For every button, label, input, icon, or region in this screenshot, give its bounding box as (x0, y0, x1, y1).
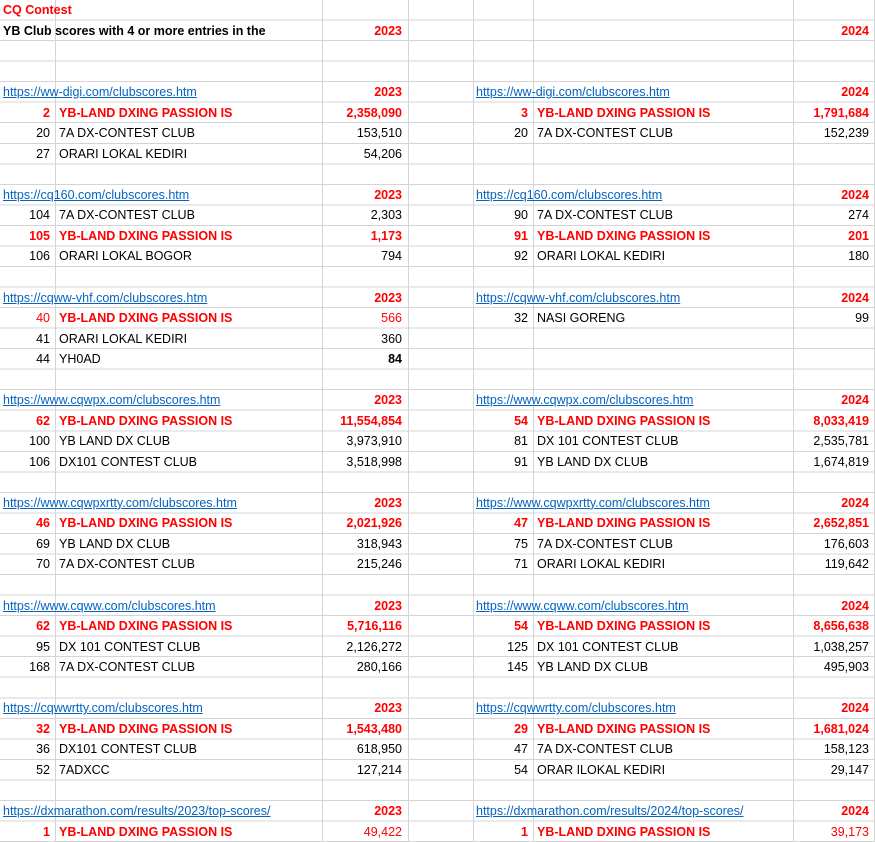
club-cell: DX 101 CONTEST CLUB (537, 639, 679, 654)
clubscores-link[interactable]: https://cqww-vhf.com/clubscores.htm (3, 290, 208, 305)
score-row (0, 513, 875, 534)
club-cell: YB-LAND DXING PASSION IS (59, 721, 233, 736)
score-cell: 5,716,116 (347, 619, 402, 634)
score-cell: 54,206 (363, 146, 402, 161)
score-row (0, 226, 875, 247)
score-cell: 1,674,819 (813, 454, 869, 469)
title-row (0, 0, 875, 21)
clubscores-link[interactable]: https://cq160.com/clubscores.htm (3, 187, 190, 202)
empty-cell (473, 21, 533, 42)
score-cell: 3,518,998 (346, 454, 402, 469)
score-row (0, 411, 875, 432)
url-row (0, 801, 875, 822)
score-row (0, 431, 875, 452)
score-row (0, 554, 875, 575)
score-row (0, 760, 875, 781)
score-row (0, 822, 875, 842)
score-cell: 180 (848, 249, 869, 264)
empty-cell (408, 698, 473, 719)
club-cell: YB LAND DX CLUB (59, 434, 171, 449)
year-cell: 2024 (841, 804, 869, 818)
empty-cell (408, 82, 473, 103)
score-row (0, 637, 875, 658)
year-cell: 2024 (841, 290, 869, 305)
club-cell: 7A DX-CONTEST CLUB (59, 208, 195, 223)
empty-cell (473, 329, 533, 350)
rank-cell: 69 (36, 536, 50, 551)
empty-cell (533, 349, 793, 370)
score-cell: 119,642 (824, 557, 869, 572)
club-cell: YB-LAND DXING PASSION IS (537, 721, 711, 736)
empty-cell (408, 431, 473, 452)
section-cqwpxrtty (0, 493, 875, 575)
score-cell: 215,246 (356, 557, 402, 572)
section-cqwpx (0, 390, 875, 472)
rank-cell: 52 (36, 762, 50, 777)
club-cell: 7A DX-CONTEST CLUB (537, 536, 673, 551)
score-cell: 495,903 (823, 660, 869, 675)
empty-cell (408, 657, 473, 678)
section-cqwwrtty (0, 698, 875, 780)
score-row (0, 452, 875, 473)
club-cell: DX 101 CONTEST CLUB (537, 434, 679, 449)
empty-cell (408, 349, 473, 370)
score-cell: 566 (381, 311, 402, 326)
empty-cell (473, 349, 533, 370)
club-cell: YB-LAND DXING PASSION IS (59, 824, 233, 839)
year-cell: 2024 (841, 393, 869, 408)
top-scores-link[interactable]: https://dxmarathon.com/results/2024/top-scores/ (476, 804, 744, 818)
year-cell: 2023 (374, 85, 402, 100)
club-cell: YB-LAND DXING PASSION IS (59, 228, 233, 243)
section-cqww (0, 596, 875, 678)
empty-cell (408, 554, 473, 575)
club-cell: DX101 CONTEST CLUB (59, 742, 198, 757)
score-row (0, 308, 875, 329)
section-dxmarathon (0, 801, 875, 842)
score-cell: 29,147 (830, 762, 869, 777)
rank-cell: 90 (514, 208, 528, 223)
score-cell: 618,950 (356, 742, 402, 757)
score-cell: 158,123 (823, 742, 869, 757)
club-cell: YB-LAND DXING PASSION IS (537, 516, 711, 531)
rank-cell: 47 (514, 742, 528, 757)
score-cell: 1,543,480 (346, 721, 402, 736)
year-cell: 2023 (374, 598, 402, 613)
rank-cell: 92 (514, 249, 528, 264)
score-cell: 176,603 (823, 536, 869, 551)
rank-cell: 32 (36, 721, 50, 736)
score-row (0, 103, 875, 124)
empty-cell (408, 534, 473, 555)
score-cell: 153,510 (356, 126, 402, 141)
club-cell: ORARI LOKAL BOGOR (59, 249, 192, 264)
score-cell: 152,239 (823, 126, 869, 141)
empty-cell (408, 144, 473, 165)
year-cell: 2024 (841, 187, 869, 202)
score-cell: 8,033,419 (813, 413, 869, 428)
club-cell: 7A DX-CONTEST CLUB (59, 557, 195, 572)
year-cell: 2024 (841, 701, 869, 716)
rank-cell: 1 (43, 824, 50, 839)
url-row (0, 288, 875, 309)
score-cell: 2,021,926 (346, 516, 402, 531)
empty-cell (408, 452, 473, 473)
club-cell: YB-LAND DXING PASSION IS (537, 105, 711, 120)
score-row (0, 246, 875, 267)
rank-cell: 32 (514, 311, 528, 326)
score-cell: 8,656,638 (813, 619, 869, 634)
rank-cell: 54 (514, 619, 528, 634)
score-cell: 2,652,851 (813, 516, 869, 531)
club-cell: NASI GORENG (537, 311, 626, 326)
empty-cell (793, 349, 875, 370)
score-cell: 201 (848, 228, 869, 243)
score-cell: 318,943 (356, 536, 402, 551)
url-row (0, 596, 875, 617)
empty-cell (408, 308, 473, 329)
club-cell: YB-LAND DXING PASSION IS (537, 824, 711, 839)
rank-cell: 2 (43, 105, 50, 120)
score-cell: 1,681,024 (813, 721, 869, 736)
empty-cell (408, 205, 473, 226)
score-cell: 274 (848, 208, 869, 223)
rank-cell: 1 (521, 824, 528, 839)
rank-cell: 36 (36, 742, 50, 757)
club-cell: ORARI LOKAL KEDIRI (537, 557, 666, 572)
club-cell: YB LAND DX CLUB (537, 454, 649, 469)
clubscores-link[interactable]: https://cq160.com/clubscores.htm (476, 187, 663, 202)
club-cell: YB LAND DX CLUB (537, 660, 649, 675)
year-cell: 2023 (374, 804, 402, 818)
score-row (0, 144, 875, 165)
club-cell: DX101 CONTEST CLUB (59, 454, 198, 469)
club-cell: YB-LAND DXING PASSION IS (59, 413, 233, 428)
clubscores-link[interactable]: https://www.cqww.com/clubscores.htm (3, 598, 216, 613)
club-cell: DX 101 CONTEST CLUB (59, 639, 201, 654)
rank-cell: 71 (514, 557, 528, 572)
empty-cell (473, 144, 533, 165)
rank-cell: 168 (29, 660, 50, 675)
score-cell: 39,173 (830, 824, 869, 839)
clubscores-link[interactable]: https://cqwwrtty.com/clubscores.htm (3, 701, 203, 716)
score-row (0, 719, 875, 740)
year-left-header: 2023 (374, 23, 402, 38)
url-row (0, 493, 875, 514)
rank-cell: 125 (507, 639, 528, 654)
score-row (0, 205, 875, 226)
rank-cell: 91 (514, 228, 528, 243)
url-row (0, 185, 875, 206)
empty-cell (408, 329, 473, 350)
empty-cell (408, 390, 473, 411)
rank-cell: 54 (514, 413, 528, 428)
club-cell: ORARI LOKAL KEDIRI (59, 331, 188, 346)
empty-cell (408, 801, 473, 822)
rank-cell: 91 (514, 454, 528, 469)
year-right-header: 2024 (841, 23, 869, 38)
rank-cell: 62 (36, 413, 50, 428)
rank-cell: 95 (36, 639, 50, 654)
clubscores-link[interactable]: https://www.cqww.com/clubscores.htm (476, 598, 689, 613)
empty-cell (408, 226, 473, 247)
rank-cell: 106 (29, 249, 50, 264)
empty-cell (408, 637, 473, 658)
clubscores-link[interactable]: https://cqww-vhf.com/clubscores.htm (476, 290, 681, 305)
rank-cell: 3 (521, 105, 528, 120)
score-cell: 1,173 (370, 228, 402, 243)
rank-cell: 20 (36, 126, 50, 141)
rank-cell: 27 (36, 146, 50, 161)
empty-cell (793, 329, 875, 350)
rank-cell: 40 (36, 311, 50, 326)
score-cell: 11,554,854 (340, 413, 402, 428)
score-row (0, 616, 875, 637)
score-cell: 794 (381, 249, 402, 264)
rank-cell: 75 (514, 536, 528, 551)
score-cell: 2,535,781 (813, 434, 869, 449)
empty-cell (533, 329, 793, 350)
rank-cell: 104 (29, 208, 50, 223)
score-row (0, 534, 875, 555)
url-row (0, 82, 875, 103)
club-cell: ORARI LOKAL KEDIRI (59, 146, 188, 161)
clubscores-link[interactable]: https://www.cqwpxrtty.com/clubscores.htm (3, 495, 237, 510)
rank-cell: 100 (29, 434, 50, 449)
rank-cell: 47 (514, 516, 528, 531)
empty-cell (408, 616, 473, 637)
year-cell: 2023 (374, 393, 402, 408)
url-row (0, 698, 875, 719)
year-cell: 2024 (841, 85, 869, 100)
rank-cell: 105 (29, 228, 50, 243)
score-cell: 84 (388, 352, 402, 367)
rank-cell: 44 (36, 352, 50, 367)
empty-cell (793, 144, 875, 165)
club-cell: YB-LAND DXING PASSION IS (537, 619, 711, 634)
score-cell: 2,358,090 (346, 105, 402, 120)
score-cell: 127,214 (356, 762, 402, 777)
club-cell: YB-LAND DXING PASSION IS (59, 105, 233, 120)
score-cell: 2,126,272 (346, 639, 402, 654)
empty-cell (408, 411, 473, 432)
empty-cell (408, 513, 473, 534)
empty-cell (408, 596, 473, 617)
empty-cell (408, 185, 473, 206)
score-row (0, 123, 875, 144)
year-cell: 2023 (374, 701, 402, 716)
clubscores-link[interactable]: https://ww-digi.com/clubscores.htm (3, 85, 197, 100)
section-cq160 (0, 185, 875, 267)
score-cell: 49,422 (363, 824, 402, 839)
score-cell: 360 (381, 331, 402, 346)
club-cell: 7A DX-CONTEST CLUB (537, 208, 673, 223)
clubscores-link[interactable]: https://ww-digi.com/clubscores.htm (476, 85, 670, 100)
clubscores-link[interactable]: https://www.cqwpxrtty.com/clubscores.htm (476, 495, 710, 510)
empty-cell (408, 739, 473, 760)
subtitle: YB Club scores with 4 or more entries in the (3, 23, 266, 38)
empty-cell (408, 288, 473, 309)
club-cell: 7A DX-CONTEST CLUB (537, 742, 673, 757)
score-row (0, 657, 875, 678)
rank-cell: 41 (36, 331, 50, 346)
rank-cell: 81 (514, 434, 528, 449)
club-cell: YB-LAND DXING PASSION IS (59, 311, 233, 326)
year-cell: 2023 (374, 290, 402, 305)
score-cell: 2,303 (370, 208, 402, 223)
club-cell: 7A DX-CONTEST CLUB (59, 126, 195, 141)
empty-cell (408, 246, 473, 267)
subtitle-row (0, 21, 875, 42)
club-cell: YB-LAND DXING PASSION IS (59, 516, 233, 531)
club-cell: YB-LAND DXING PASSION IS (59, 619, 233, 634)
empty-cell (408, 493, 473, 514)
club-cell: YH0AD (59, 352, 101, 367)
rank-cell: 145 (507, 660, 528, 675)
score-row (0, 739, 875, 760)
empty-cell (408, 21, 473, 42)
empty-cell (408, 103, 473, 124)
rank-cell: 54 (514, 762, 528, 777)
year-cell: 2023 (374, 495, 402, 510)
section-cqww-vhf (0, 288, 875, 370)
club-cell: 7ADXCC (59, 762, 110, 777)
score-row (0, 329, 875, 350)
score-cell: 99 (855, 311, 869, 326)
clubscores-link[interactable]: https://www.cqwpx.com/clubscores.htm (476, 393, 694, 408)
rank-cell: 29 (514, 721, 528, 736)
rank-cell: 20 (514, 126, 528, 141)
club-cell: YB-LAND DXING PASSION IS (537, 413, 711, 428)
club-cell: ORAR ILOKAL KEDIRI (537, 762, 666, 777)
club-cell: YB LAND DX CLUB (59, 536, 171, 551)
empty-cell (408, 760, 473, 781)
empty-cell (533, 144, 793, 165)
club-cell: ORARI LOKAL KEDIRI (537, 249, 666, 264)
year-cell: 2023 (374, 187, 402, 202)
empty-cell (408, 123, 473, 144)
club-cell: 7A DX-CONTEST CLUB (59, 660, 195, 675)
score-cell: 1,791,684 (813, 105, 869, 120)
clubscores-link[interactable]: https://www.cqwpx.com/clubscores.htm (3, 393, 221, 408)
year-cell: 2024 (841, 598, 869, 613)
top-scores-link[interactable]: https://dxmarathon.com/results/2023/top-scores/ (3, 804, 271, 818)
url-row (0, 390, 875, 411)
club-cell: 7A DX-CONTEST CLUB (537, 126, 673, 141)
year-cell: 2024 (841, 495, 869, 510)
score-cell: 280,166 (356, 660, 402, 675)
score-cell: 1,038,257 (813, 639, 869, 654)
clubscores-link[interactable]: https://cqwwrtty.com/clubscores.htm (476, 701, 676, 716)
score-cell: 3,973,910 (346, 434, 402, 449)
rank-cell: 70 (36, 557, 50, 572)
rank-cell: 46 (36, 516, 50, 531)
page-title: CQ Contest (3, 3, 72, 17)
rank-cell: 62 (36, 619, 50, 634)
rank-cell: 106 (29, 454, 50, 469)
score-row (0, 349, 875, 370)
empty-cell (408, 719, 473, 740)
empty-cell (533, 21, 793, 42)
club-cell: YB-LAND DXING PASSION IS (537, 228, 711, 243)
empty-cell (408, 822, 473, 842)
section-ww-digi (0, 82, 875, 164)
